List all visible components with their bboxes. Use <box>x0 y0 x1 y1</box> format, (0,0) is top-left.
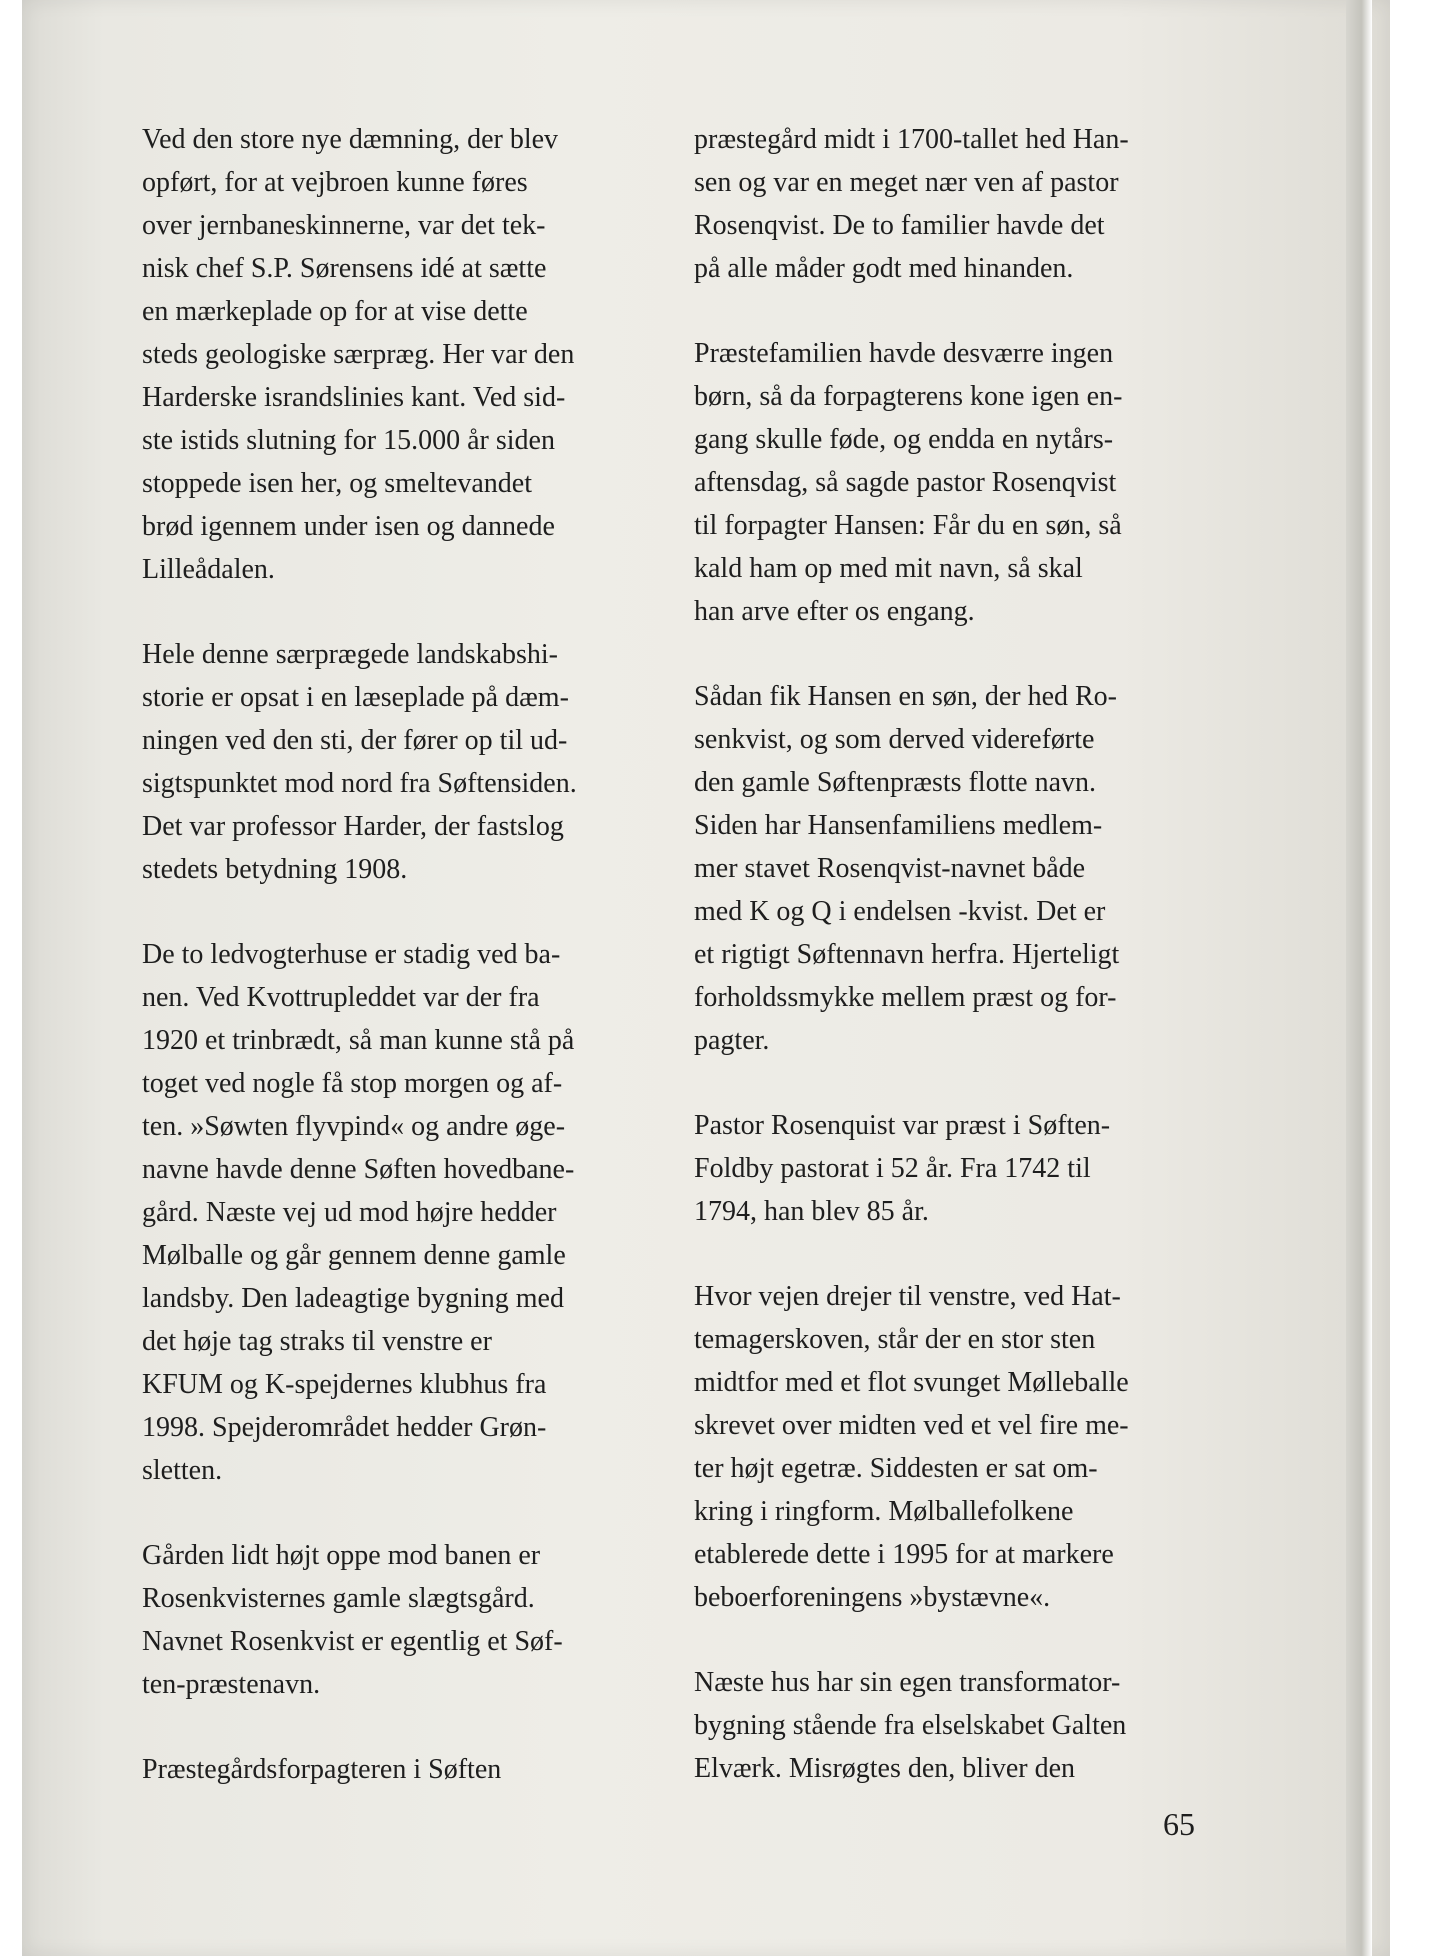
paragraph: Pastor Rosenquist var præst i Søften- Foldby pastorat i 52 år. Fra 1742 til 1794, han blev 85 år. <box>694 1110 1111 1227</box>
paragraph: Ved den store nye dæmning, der blev opført, for at vejbroen kunne føres over jernbaneskinnerne, var det tek- nisk chef S.P. Sørensens idé at sætte en mærkeplade op for at vise dette steds geologiske særpræg. Her var den Harderske israndslinies kant. Ved sid- ste istids slutning for 15.000 år siden stoppede isen her, og smeltevandet brød igennem under isen og dannede Lilleådalen. <box>142 124 575 585</box>
left-column <box>142 118 662 1833</box>
page-edge <box>1346 0 1372 1956</box>
paragraph: Hvor vejen drejer til venstre, ved Hat- temagerskoven, står der en stor sten midtfor med et flot svunget Mølleballe skrevet over midten ved et vel fire me- ter højt egetræ. Siddesten er sat om- kring i ringform. Mølballefolkene etablerede dette i 1995 for at markere beboerforeningens »bystævne«. <box>694 1281 1129 1613</box>
paragraph: Præstefamilien havde desværre ingen børn, så da forpagterens kone igen en- gang skulle føde, og endda en nytårs- aftensdag, så sagde pastor Rosenqvist til forpagter Hansen: Får du en søn, så kald ham op med mit navn, så skal han arve efter os engang. <box>694 338 1123 627</box>
paragraph: De to ledvogterhuse er stadig ved ba- nen. Ved Kvottrupleddet var der fra 1920 et trinbrædt, så man kunne stå på toget ved nogle få stop morgen og af- ten. »Søwten flyvpind« og andre øge- navne havde denne Søften hovedbane- gård. Næste vej ud mod højre hedder Mølballe og går gennem denne gamle landsby. Den ladeagtige bygning med det høje tag straks til venstre er KFUM og K-spejdernes klubhus fra 1998. Spejderområdet hedder Grøn- sletten. <box>142 939 575 1486</box>
paragraph: Sådan fik Hansen en søn, der hed Ro- senkvist, og som derved videreførte den gamle Søftenpræsts flotte navn. Siden har Hansenfamiliens medlem- mer stavet Rosenqvist-navnet både med K og Q i endelsen -kvist. Det er et rigtigt Søftennavn herfra. Hjerteligt forholdssmykke mellem præst og for- pagter. <box>694 681 1120 1056</box>
paragraph: Hele denne særprægede landskabshi- storie er opsat i en læseplade på dæm- ningen ved den sti, der fører op til ud- sigtspunktet mod nord fra Søftensiden. Det var professor Harder, der fastslog stedets betydning 1908. <box>142 639 577 885</box>
right-column <box>694 118 1214 1832</box>
paragraph: Præstegårdsforpagteren i Søften <box>142 1754 502 1785</box>
paragraph: Gården lidt højt oppe mod banen er Rosenkvisternes gamle slægtsgård. Navnet Rosenkvist er egentlig et Søf- ten-præstenavn. <box>142 1540 563 1700</box>
paragraph: Næste hus har sin egen transformator- bygning stående fra elselskabet Galten Elværk. Misrøgtes den, bliver den <box>694 1667 1127 1784</box>
paragraph: præstegård midt i 1700-tallet hed Han- sen og var en meget nær ven af pastor Rosenqvist. De to familier havde det på alle måder godt med hinanden. <box>694 124 1129 284</box>
page-number: 65 <box>1163 1806 1195 1842</box>
